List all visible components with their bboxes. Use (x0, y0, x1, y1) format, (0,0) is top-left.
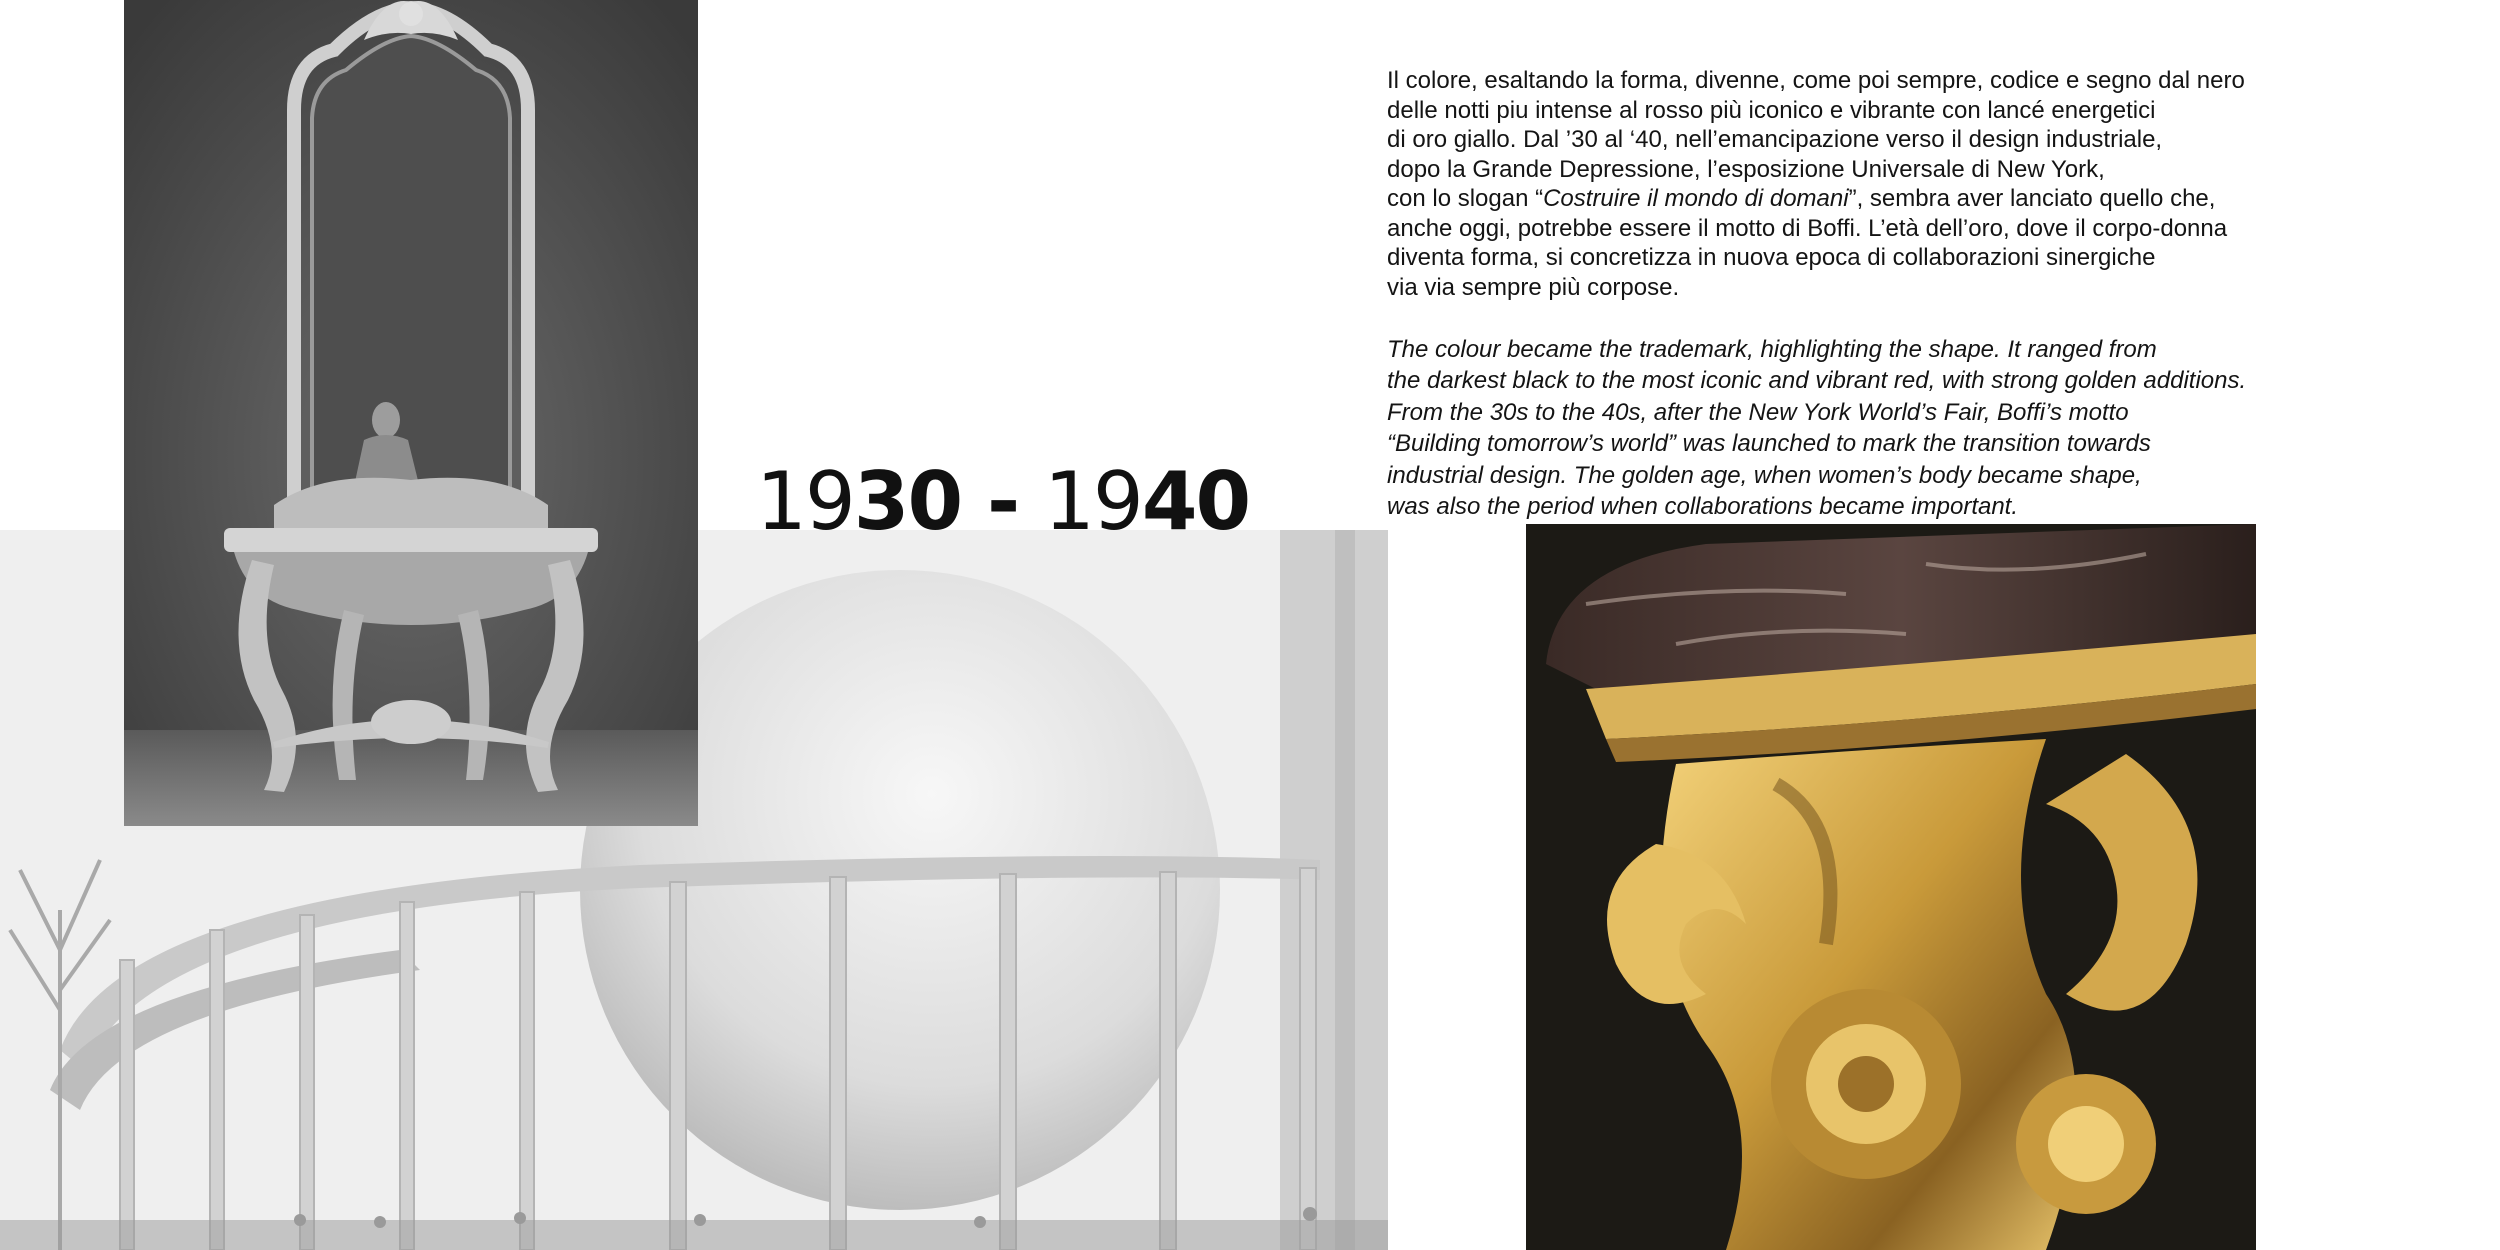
decade-start-suffix: 30 (853, 455, 962, 548)
english-line: “Building tomorrow’s world” was launched to mark the transition towards (1387, 430, 2151, 458)
decade-start-prefix: 19 (756, 455, 854, 548)
italian-line: diventa forma, si concretizza in nuova epoca di collaborazioni sinergiche (1387, 244, 2156, 271)
mirror-console-photo (124, 0, 698, 826)
italian-line: di oro giallo. Dal ’30 al ‘40, nell’emancipazione verso il design industriale, (1387, 126, 2163, 153)
italian-slogan-line (1387, 184, 2387, 214)
english-paragraph (1387, 334, 2387, 522)
decade-end-suffix: 40 (1141, 455, 1250, 548)
english-line: industrial design. The golden age, when women’s body became shape, (1387, 461, 2142, 489)
italian-line: via via sempre più corpose. (1387, 273, 1680, 301)
decade-end-prefix: 19 (1044, 455, 1142, 548)
italian-line: dopo la Grande Depressione, l’esposizione Universale di New York, (1387, 155, 2105, 183)
english-line: The colour became the trademark, highlighting the shape. It ranged from (1387, 336, 2157, 363)
english-line: the darkest black to the most iconic and vibrant red, with strong golden additions. (1387, 367, 2247, 395)
decade-separator: - (961, 455, 1045, 548)
slogan-quote: Costruire il mondo di domani (1543, 185, 1849, 212)
english-line: was also the period when collaborations became important. (1387, 493, 2019, 521)
slogan-line-after: ”, sembra aver lanciato quello che, (1848, 185, 2216, 212)
italian-line: delle notti piu intense al rosso più iconico e vibrante con lancé energetici (1387, 96, 2156, 124)
italian-line: anche oggi, potrebbe essere il motto di Boffi. L’età dell’oro, dove il corpo-donna (1387, 214, 2228, 242)
slogan-line-before: con lo slogan “ (1387, 185, 1544, 212)
english-line: From the 30s to the 40s, after the New York World’s Fair, Boffi’s motto (1387, 398, 2129, 426)
italian-line: Il colore, esaltando la forma, divenne, come poi sempre, codice e segno dal nero (1387, 67, 2245, 94)
gilded-leg-photo (1526, 524, 2256, 1250)
italian-paragraph (1387, 66, 2387, 302)
decade-title (756, 452, 1250, 552)
